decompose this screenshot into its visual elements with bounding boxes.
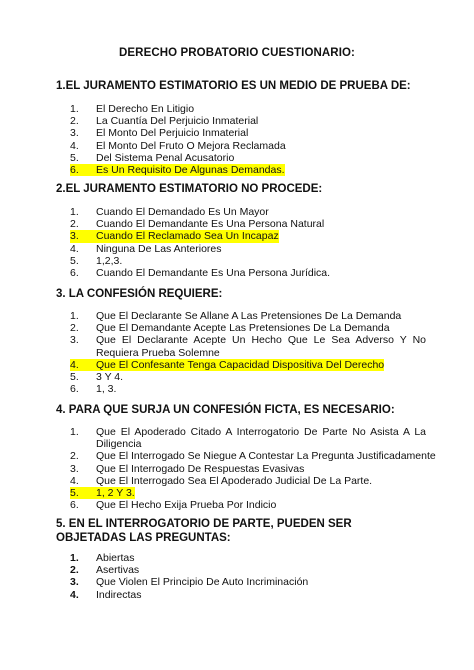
list-item (70, 383, 426, 395)
option-number: 6. (70, 499, 79, 512)
option-text: Que El Demandante Acepte Las Pretensiones De La Demanda (96, 322, 390, 335)
option-number: 4. (70, 359, 96, 371)
option-number: 4. (70, 588, 79, 601)
list-item (70, 115, 286, 127)
option-number: 4. (70, 474, 79, 487)
option-number: 1. (70, 206, 79, 218)
list-item (70, 152, 286, 164)
option-text: Que El Interrogado Se Niegue A Contestar La Pregunta Justificadamente (96, 450, 436, 463)
option-number: 4. (70, 139, 79, 152)
list-item (70, 463, 436, 475)
list-item-highlighted (70, 164, 286, 176)
question-1-options (70, 103, 286, 176)
option-number: 2. (70, 322, 79, 335)
option-text: El Monto Del Perjuicio Inmaterial (96, 127, 249, 140)
question-2-options (70, 206, 330, 279)
option-number: 3. (70, 462, 79, 475)
option-text: La Cuantía Del Perjuicio Inmaterial (96, 115, 259, 128)
question-1-title: 1.EL JURAMENTO ESTIMATORIO ES UN MEDIO DE PRUEBA DE: (56, 80, 411, 92)
option-text: Que El Declarante Acepte Un Hecho Que Le Sea Adverso Y No Requiera Prueba Solemne (96, 334, 426, 359)
option-number: 1. (70, 103, 79, 115)
option-text: Que El Hecho Exija Prueba Por Indicio (96, 499, 277, 512)
option-text-highlighted: 1, 2 Y 3. (96, 486, 135, 499)
option-text: Que El Interrogado De Respuestas Evasivas (96, 462, 305, 475)
option-number: 1. (70, 552, 79, 564)
list-item-highlighted (70, 487, 436, 499)
question-5-options (70, 552, 308, 601)
option-text: Que El Interrogado Sea El Apoderado Judicial De La Parte. (96, 474, 373, 487)
option-text: El Derecho En Litigio (96, 103, 195, 115)
document-title: DERECHO PROBATORIO CUESTIONARIO: (119, 47, 355, 59)
option-text: Indirectas (96, 588, 142, 601)
list-item (70, 450, 436, 462)
option-text-highlighted: Cuando El Reclamado Sea Un Incapaz (96, 230, 279, 243)
option-text: Del Sistema Penal Acusatorio (96, 151, 235, 164)
option-number: 4. (70, 242, 79, 255)
list-item (70, 475, 436, 487)
list-item (70, 576, 308, 588)
question-5-title: 5. EN EL INTERROGATORIO DE PARTE, PUEDEN SER OBJETADAS LAS PREGUNTAS: (56, 518, 352, 544)
list-item (70, 218, 330, 230)
option-number: 6. (70, 266, 79, 279)
list-item-highlighted (70, 359, 426, 371)
option-text: 3 Y 4. (96, 370, 124, 383)
option-text: 1, 3. (96, 383, 117, 396)
option-number: 1. (70, 426, 79, 438)
list-item (70, 371, 426, 383)
list-item (70, 255, 330, 267)
option-text: Asertivas (96, 564, 140, 577)
option-text: Cuando El Demandante Es Una Persona Natural (96, 218, 325, 231)
option-text: 1,2,3. (96, 254, 123, 267)
option-text: El Monto Del Fruto O Mejora Reclamada (96, 139, 286, 152)
option-number: 5. (70, 151, 79, 164)
option-text-highlighted: Es Un Requisito De Algunas Demandas. (96, 163, 285, 176)
list-item (70, 426, 436, 450)
option-text: Cuando El Demandante Es Una Persona Jurídica. (96, 266, 331, 279)
list-item (70, 499, 436, 511)
option-text: Que El Declarante Se Allane A Las Pretensiones De La Demanda (96, 310, 402, 322)
option-number: 5. (70, 370, 79, 383)
option-text: Abiertas (96, 552, 135, 564)
question-3-options (70, 310, 426, 395)
list-item (70, 334, 426, 358)
list-item (70, 589, 308, 601)
option-text: Cuando El Demandado Es Un Mayor (96, 206, 269, 218)
list-item-highlighted (70, 230, 330, 242)
question-2-title: 2.EL JURAMENTO ESTIMATORIO NO PROCEDE: (56, 183, 323, 195)
option-number: 1. (70, 310, 79, 322)
option-number: 2. (70, 218, 79, 231)
option-number: 3. (70, 230, 96, 242)
question-4-options (70, 426, 436, 511)
option-number: 2. (70, 115, 79, 128)
option-number: 3. (70, 334, 79, 347)
option-text-highlighted: Que El Confesante Tenga Capacidad Dispositiva Del Derecho (96, 358, 385, 371)
option-number: 5. (70, 254, 79, 267)
option-number: 3. (70, 576, 79, 589)
question-3-title: 3. LA CONFESIÓN REQUIERE: (56, 288, 223, 300)
list-item (70, 310, 426, 322)
option-text: Que El Apoderado Citado A Interrogatorio De Parte No Asista A La Diligencia (96, 426, 426, 451)
option-number: 2. (70, 450, 79, 463)
list-item (70, 206, 330, 218)
list-item (70, 564, 308, 576)
list-item (70, 140, 286, 152)
question-4-title: 4. PARA QUE SURJA UN CONFESIÓN FICTA, ES NECESARIO: (56, 404, 395, 416)
option-number: 6. (70, 164, 96, 176)
option-text: Que Violen El Principio De Auto Incriminación (96, 576, 309, 589)
list-item (70, 103, 286, 115)
option-number: 2. (70, 564, 79, 577)
list-item (70, 267, 330, 279)
list-item (70, 552, 308, 564)
option-number: 6. (70, 383, 79, 396)
option-number: 3. (70, 127, 79, 140)
option-text: Ninguna De Las Anteriores (96, 242, 222, 255)
list-item (70, 127, 286, 139)
list-item (70, 322, 426, 334)
option-number: 5. (70, 487, 96, 499)
list-item (70, 243, 330, 255)
